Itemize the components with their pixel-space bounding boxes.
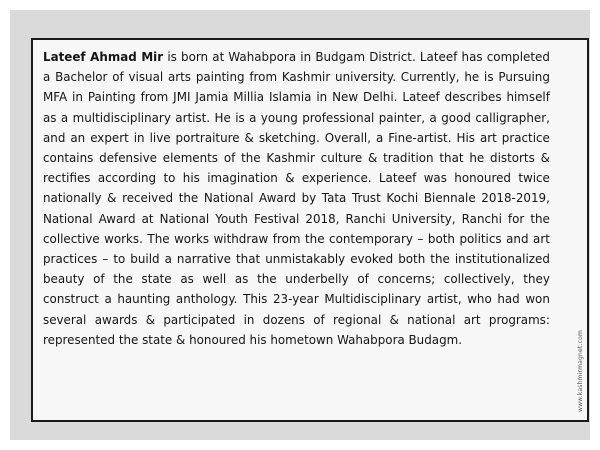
watermark: www.kashmirmagnet.com	[577, 329, 584, 412]
bio-card	[31, 38, 589, 422]
outer-frame	[10, 10, 590, 440]
bio-paragraph	[43, 47, 550, 350]
bio-text: is born at Wahabpora in Budgam District. Lateef has completed a Bachelor of visual arts painting from Kashmir university. Currently, he is Pursuing MFA in Painting from JMI Jamia Millia Islamia in New Delhi. Lateef describes himself as a multidisciplinary artist. He is a young professional painter, a good calligrapher, and an expert in live portraiture & sketching. Overall, a Fine-artist. His art practice contains defensive elements of the Kashmir culture & tradition that he distorts & rectifies according to his imagination & experience. Lateef was honoured twice nationally & received the National Award by Tata Trust Kochi Biennale 2018-2019, National Award at National Youth Festival 2018, Ranchi University, Ranchi for the collective works. The works withdraw from the contemporary – both politics and art practices – to build a narrative that unmistakably evoked both the institutionalized beauty of the state as well as the underbelly of concerns; collectively, they construct a haunting anthology. This 23-year Multidisciplinary artist, who had won several awards & participated in dozens of regional & national art programs: represented the state & honoured his hometown Wahabpora Budagm.	[43, 49, 550, 347]
artist-name: Lateef Ahmad Mir	[43, 49, 164, 64]
